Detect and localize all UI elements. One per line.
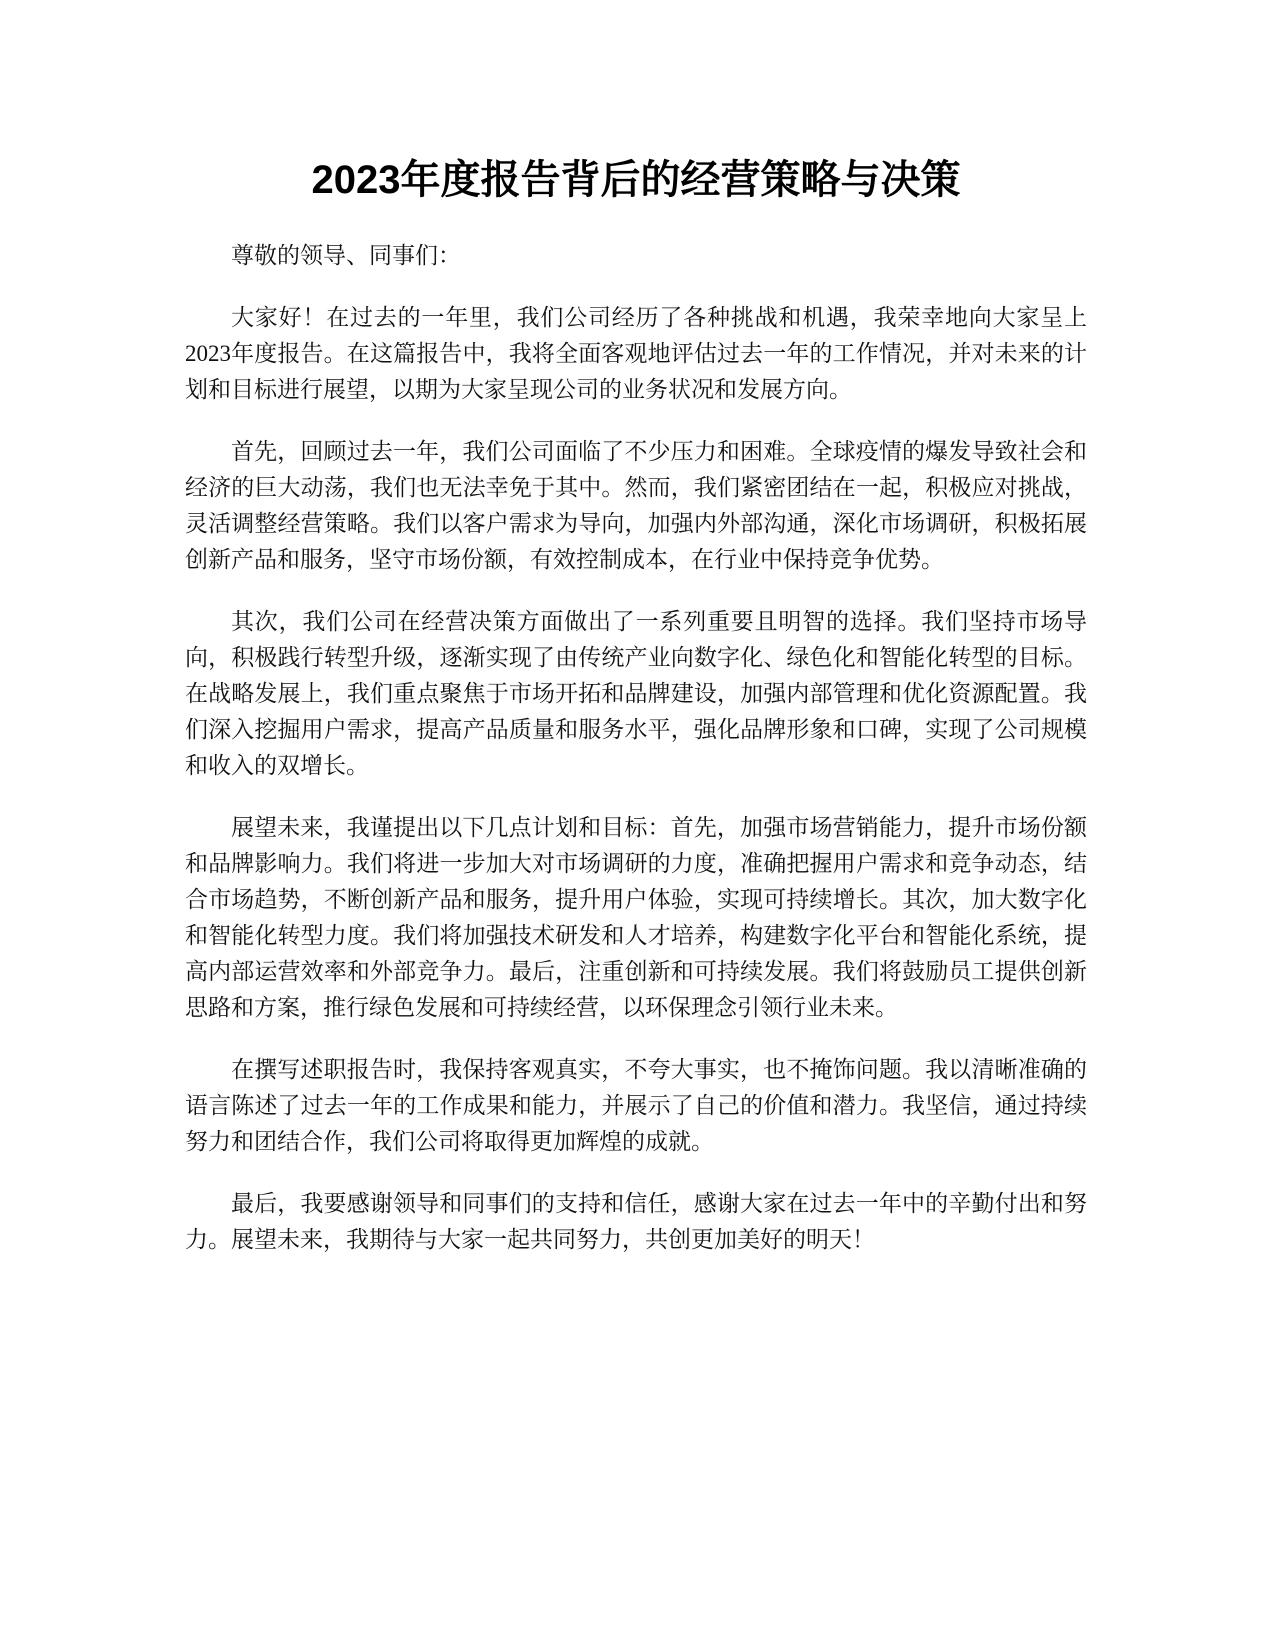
salutation-paragraph: 尊敬的领导、同事们： [231,243,461,268]
document-title: 2023年度报告背后的经营策略与决策 [311,158,961,202]
document-page [185,0,1087,1650]
body-paragraph: 大家好！在过去的一年里，我们公司经历了各种挑战和机遇，我荣幸地向大家呈上2023年度报告。在这篇报告中，我将全面客观地评估过去一年的工作情况，并对未来的计划和目标进行展望，以期为大家呈现公司的业务状况和发展方向。 [185,305,1087,402]
body-paragraph: 展望未来，我谨提出以下几点计划和目标：首先，加强市场营销能力，提升市场份额和品牌影响力。我们将进一步加大对市场调研的力度，准确把握用户需求和竞争动态，结合市场趋势，不断创新产品和服务，提升用户体验，实现可持续增长。其次，加大数字化和智能化转型力度。我们将加强技术研发和人才培养，构建数字化平台和智能化系统，提高内部运营效率和外部竞争力。最后，注重创新和可持续发展。我们将鼓励员工提供创新思路和方案，推行绿色发展和可持续经营，以环保理念引领行业未来。 [185,815,1087,1020]
closing-paragraph: 最后，我要感谢领导和同事们的支持和信任，感谢大家在过去一年中的辛勤付出和努力。展望未来，我期待与大家一起共同努力，共创更加美好的明天！ [185,1191,1087,1252]
body-paragraph: 在撰写述职报告时，我保持客观真实，不夸大事实，也不掩饰问题。我以清晰准确的语言陈述了过去一年的工作成果和能力，并展示了自己的价值和潜力。我坚信，通过持续努力和团结合作，我们公司将取得更加辉煌的成就。 [185,1057,1087,1154]
body-paragraph: 其次，我们公司在经营决策方面做出了一系列重要且明智的选择。我们坚持市场导向，积极践行转型升级，逐渐实现了由传统产业向数字化、绿色化和智能化转型的目标。在战略发展上，我们重点聚焦于市场开拓和品牌建设，加强内部管理和优化资源配置。我们深入挖掘用户需求，提高产品质量和服务水平，强化品牌形象和口碑，实现了公司规模和收入的双增长。 [185,609,1087,778]
body-paragraph: 首先，回顾过去一年，我们公司面临了不少压力和困难。全球疫情的爆发导致社会和经济的巨大动荡，我们也无法幸免于其中。然而，我们紧密团结在一起，积极应对挑战，灵活调整经营策略。我们以客户需求为导向，加强内外部沟通，深化市场调研，积极拓展创新产品和服务，坚守市场份额，有效控制成本，在行业中保持竞争优势。 [185,439,1087,572]
document-body [185,238,1087,1284]
